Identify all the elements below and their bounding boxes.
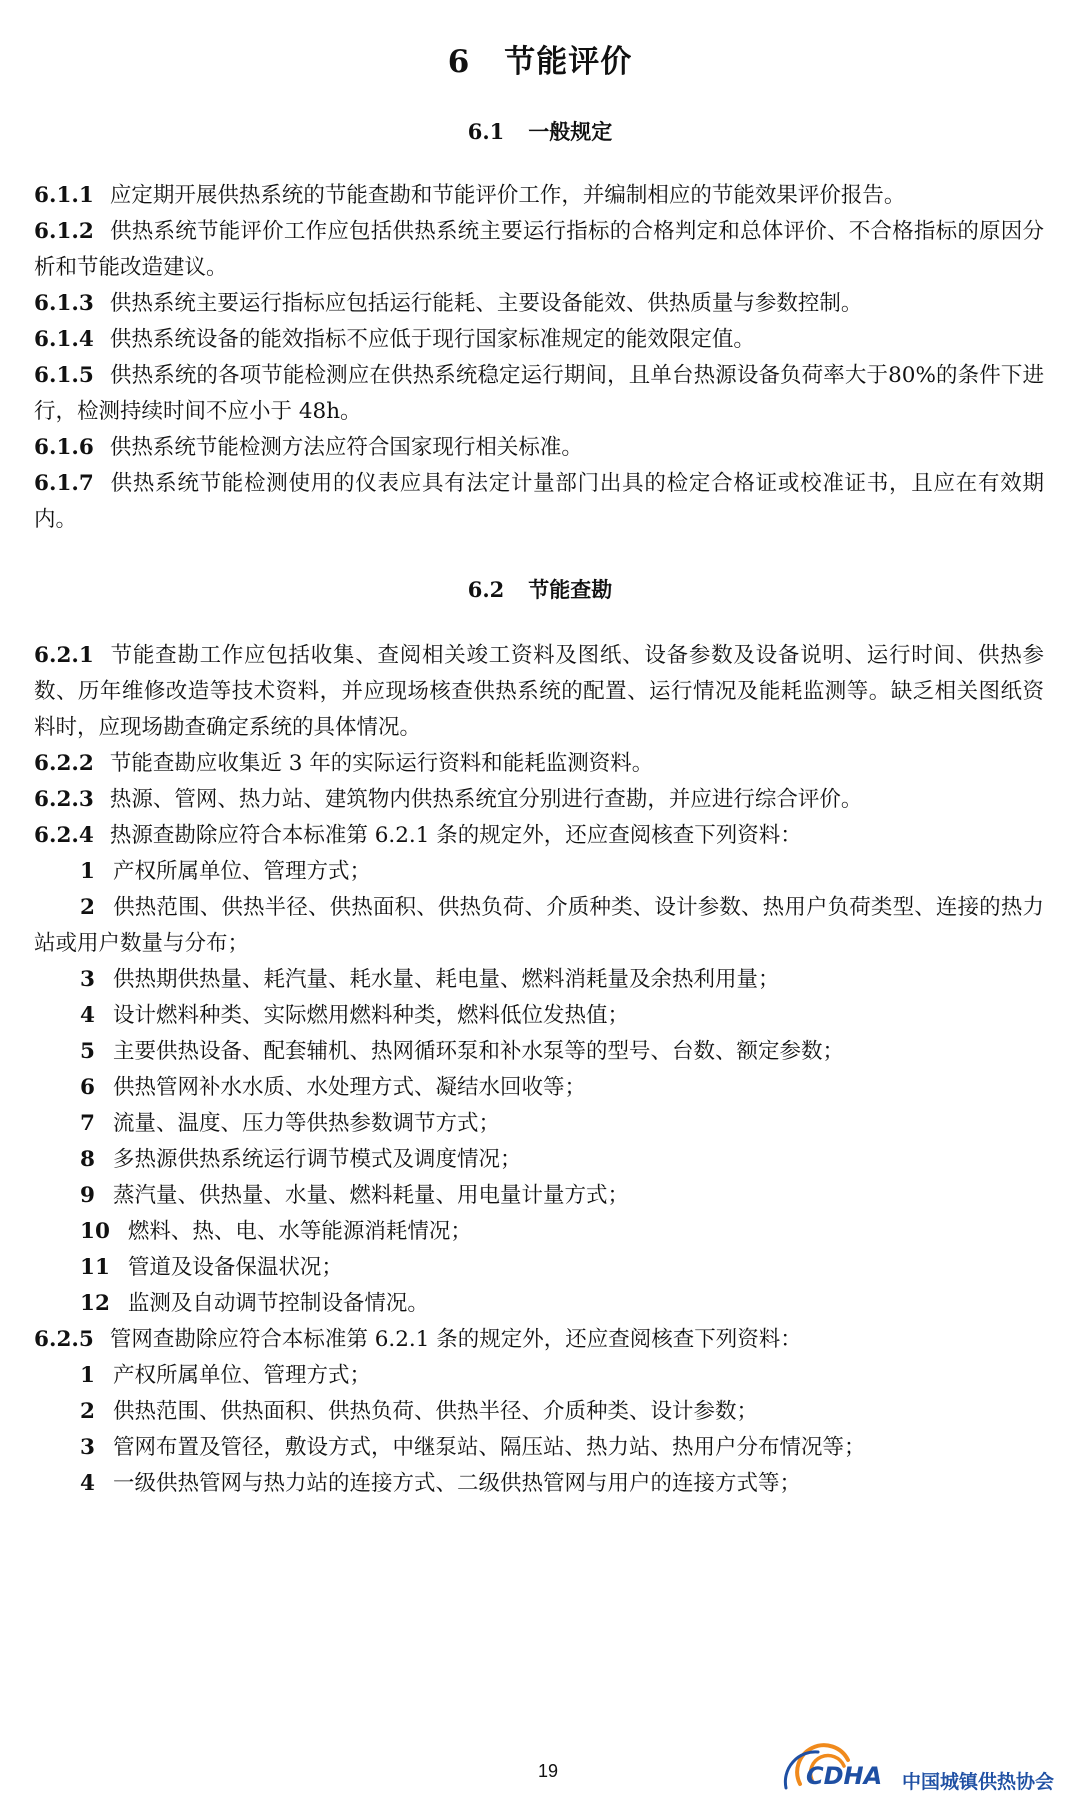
logo-letters: CDHA — [806, 1762, 883, 1790]
clause-6-2-3: 6.2.3 热源、管网、热力站、建筑物内供热系统宜分别进行查勘，并应进行综合评价。 — [34, 787, 863, 812]
cdha-logo — [778, 1740, 1068, 1800]
list-item: 4 一级供热管网与热力站的连接方式、二级供热管网与用户的连接方式等； — [80, 1471, 801, 1496]
section-title-6-2: 6.2 节能查勘 — [467, 577, 613, 602]
list-item: 2 供热范围、供热半径、供热面积、供热负荷、介质种类、设计参数、热用户负荷类型、连接的热力站或用户数量与分布； — [34, 895, 1044, 956]
list-item: 8 多热源供热系统运行调节模式及调度情况； — [80, 1147, 522, 1172]
chapter-title — [0, 36, 1080, 81]
clause-6-2-4: 6.2.4 热源查勘除应符合本标准第 6.2.1 条的规定外，还应查阅核查下列资料： — [34, 823, 802, 848]
list-item: 7 流量、温度、压力等供热参数调节方式； — [80, 1111, 500, 1136]
page-number: 19 — [537, 1761, 559, 1781]
list-item: 1 产权所属单位、管理方式； — [80, 859, 371, 884]
clause-6-2-1: 6.2.1 节能查勘工作应包括收集、查阅相关竣工资料及图纸、设备参数及设备说明、运行时间、供热参数、历年维修改造等技术资料，并应现场核查供热系统的配置、运行情况及能耗监测等。缺乏相关图纸资料时，应现场勘查确定系统的具体情况。 — [34, 643, 1044, 740]
list-item: 1 产权所属单位、管理方式； — [80, 1363, 371, 1388]
section-title-6-1: 6.1 一般规定 — [467, 119, 613, 144]
list-item: 3 供热期供热量、耗汽量、耗水量、耗电量、燃料消耗量及余热利用量； — [80, 967, 780, 992]
list-item: 2 供热范围、供热面积、供热负荷、供热半径、介质种类、设计参数； — [80, 1399, 758, 1424]
list-item: 12 监测及自动调节控制设备情况。 — [80, 1291, 429, 1316]
clause-6-1-6: 6.1.6 供热系统节能检测方法应符合国家现行相关标准。 — [34, 435, 583, 460]
list-item: 9 蒸汽量、供热量、水量、燃料耗量、用电量计量方式； — [80, 1183, 629, 1208]
list-item: 6 供热管网补水水质、水处理方式、凝结水回收等； — [80, 1075, 586, 1100]
clause-6-2-2: 6.2.2 节能查勘应收集近 3 年的实际运行资料和能耗监测资料。 — [34, 751, 654, 776]
list-item: 3 管网布置及管径，敷设方式，中继泵站、隔压站、热力站、热用户分布情况等； — [80, 1435, 866, 1460]
clause-6-1-4: 6.1.4 供热系统设备的能效指标不应低于现行国家标准规定的能效限定值。 — [34, 327, 755, 352]
clause-6-1-3: 6.1.3 供热系统主要运行指标应包括运行能耗、主要设备能效、供热质量与参数控制。 — [34, 291, 863, 316]
clause-6-1-7: 6.1.7 供热系统节能检测使用的仪表应具有法定计量部门出具的检定合格证或校准证书，且应在有效期内。 — [34, 471, 1044, 532]
logo-organization-name: 中国城镇供热协会 — [902, 1771, 1055, 1793]
clause-6-1-5: 6.1.5 供热系统的各项节能检测应在供热系统稳定运行期间，且单台热源设备负荷率大于80%的条件下进行，检测持续时间不应小于 48h。 — [34, 363, 1044, 424]
chapter-number: 6 — [447, 44, 471, 80]
clause-6-2-5: 6.2.5 管网查勘除应符合本标准第 6.2.1 条的规定外，还应查阅核查下列资料： — [34, 1327, 802, 1352]
list-item: 10 燃料、热、电、水等能源消耗情况； — [80, 1219, 472, 1244]
clause-6-1-1: 6.1.1 应定期开展供热系统的节能查勘和节能评价工作，并编制相应的节能效果评价报告。 — [34, 183, 906, 208]
chapter-title-text: 节能评价 — [504, 44, 633, 80]
list-item: 5 主要供热设备、配套辅机、热网循环泵和补水泵等的型号、台数、额定参数； — [80, 1039, 844, 1064]
list-item: 4 设计燃料种类、实际燃用燃料种类，燃料低位发热值； — [80, 1003, 629, 1028]
clause-6-1-2: 6.1.2 供热系统节能评价工作应包括供热系统主要运行指标的合格判定和总体评价、不合格指标的原因分析和节能改造建议。 — [34, 219, 1044, 280]
list-item: 11 管道及设备保温状况； — [80, 1255, 343, 1280]
